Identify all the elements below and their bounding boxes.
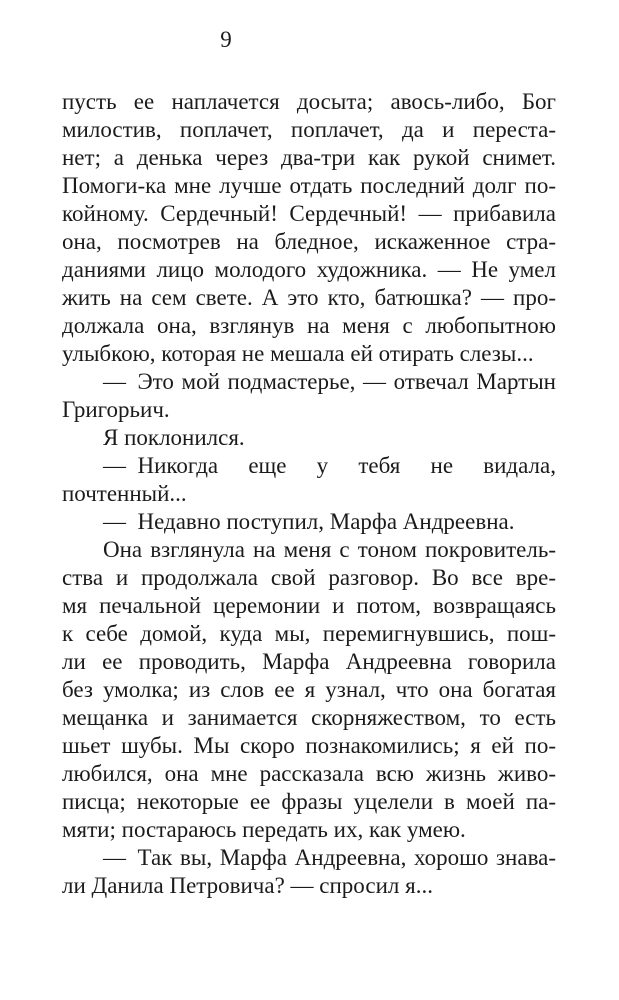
text-line: ства и продолжала свой разговор. Во все вре-: [62, 565, 556, 590]
text-line: нет; а денька через два-три как рукой снимет.: [62, 145, 556, 170]
page-text: [62, 88, 556, 900]
text-line: жить на сем свете. А это кто, батюшка? — про-: [62, 285, 556, 310]
text-line: койному. Сердечный! Сердечный! — прибавила: [62, 201, 556, 226]
paragraph: [62, 452, 556, 508]
text-line: шьет шубы. Мы скоро познакомились; я ей по-: [62, 733, 556, 758]
text-line: мяти; постараюсь передать их, как умею.: [62, 817, 466, 842]
text-line: улыбкою, которая не мешала ей отирать слезы...: [62, 341, 534, 366]
paragraph: [62, 508, 556, 536]
paragraph: [62, 844, 556, 900]
text-line: мя печальной церемонии и потом, возвращаясь: [62, 593, 556, 618]
text-line: без умолка; из слов ее я узнал, что она богатая: [62, 677, 556, 702]
text-line: Она взглянула на меня с тоном покровитель-: [103, 537, 556, 562]
text-line: любился, она мне рассказала всю жизнь живо-: [62, 761, 556, 786]
text-line: — Недавно поступил, Марфа Андреевна.: [103, 509, 515, 534]
paragraph: [62, 368, 556, 424]
text-line: должала она, взглянув на меня с любопытною: [62, 313, 556, 338]
text-line: мещанка и занимается скорняжеством, то есть: [62, 705, 556, 730]
text-line: даниями лицо молодого художника. — Не умел: [62, 257, 556, 282]
text-line: ли ее проводить, Марфа Андреевна говорила: [62, 649, 556, 674]
text-line: — Никогда еще у тебя не видала, почтенный...: [62, 453, 556, 506]
text-line: — Так вы, Марфа Андреевна, хорошо знава-: [103, 845, 556, 870]
text-line: к себе домой, куда мы, перемигнувшись, пош-: [62, 621, 556, 646]
text-line: она, посмотрев на бледное, искаженное стра-: [62, 229, 556, 254]
text-line: — Это мой подмастерье, — отвечал Мартын: [103, 369, 556, 394]
text-line: Григорьич.: [62, 397, 170, 422]
text-line: Я поклонился.: [103, 425, 245, 450]
paragraph: [62, 88, 556, 368]
text-line: ли Данила Петровича? — спросил я...: [62, 873, 433, 898]
page-number: 9: [220, 27, 232, 52]
paragraph: [62, 536, 556, 844]
text-line: писца; некоторые ее фразы уцелели в моей па-: [62, 789, 556, 814]
text-line: пусть ее наплачется досыта; авось-либо, Бог: [62, 89, 556, 114]
paragraph: [62, 424, 556, 452]
text-line: милостив, поплачет, поплачет, да и переста-: [62, 117, 556, 142]
text-line: Помоги-ка мне лучше отдать последний долг по-: [62, 173, 556, 198]
